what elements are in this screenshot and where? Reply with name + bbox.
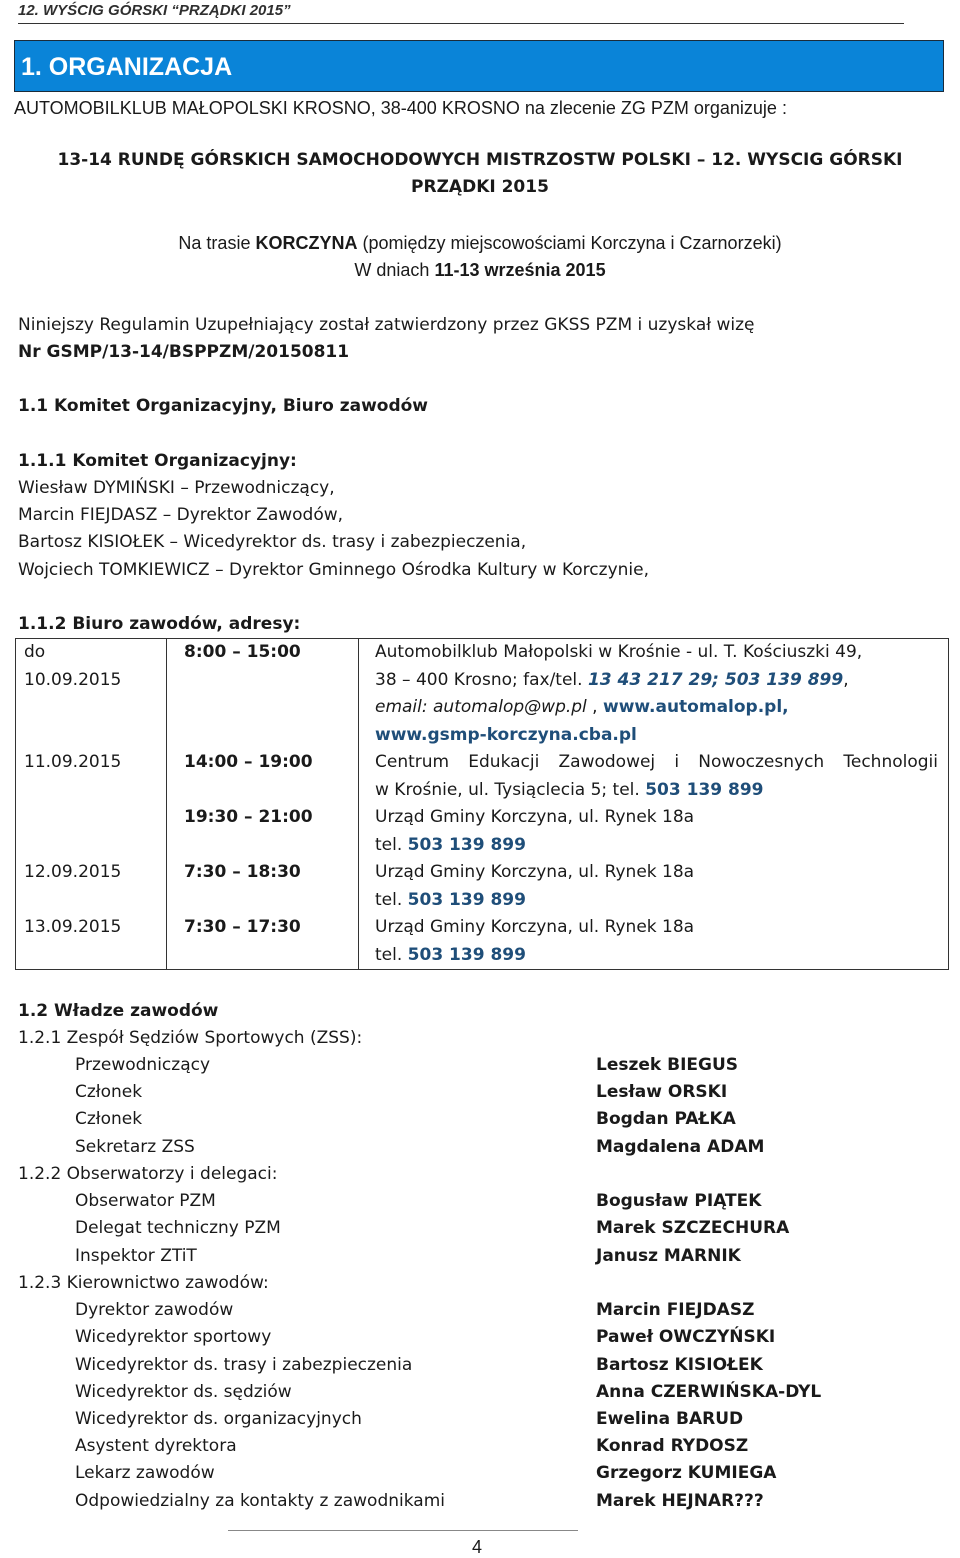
office-address: Automobilklub Małopolski w Krośnie - ul. T. Kościuszki 49, bbox=[375, 642, 863, 662]
office-phone: 503 139 899 bbox=[407, 889, 526, 910]
office-contact bbox=[375, 667, 938, 695]
person-name: Grzegorz KUMIEGA bbox=[596, 1463, 777, 1483]
committee-member: Wiesław DYMIŃSKI – Przewodniczący, bbox=[18, 478, 335, 498]
role-label: Obserwator PZM bbox=[75, 1191, 216, 1211]
office-contact bbox=[375, 777, 938, 805]
office-date-cell bbox=[16, 639, 167, 750]
visa-number: Nr GSMP/13-14/BSPPZM/20150811 bbox=[18, 342, 350, 362]
office-date-cell bbox=[16, 859, 167, 914]
dates-prefix: W dniach bbox=[354, 260, 435, 280]
person-name: Anna CZERWIŃSKA-DYL bbox=[596, 1382, 822, 1402]
office-hours-cell bbox=[167, 639, 359, 750]
authorities-heading: 1.2 Władze zawodów bbox=[18, 1001, 219, 1021]
role-label: Wicedyrektor ds. organizacyjnych bbox=[75, 1409, 362, 1429]
office-heading: 1.1.2 Biuro zawodów, adresy: bbox=[18, 614, 301, 634]
office-hours-cell bbox=[167, 749, 359, 859]
office-phone: 13 43 217 29; 503 139 899 bbox=[587, 669, 844, 690]
role-label: Inspektor ZTiT bbox=[75, 1246, 197, 1266]
office-contact bbox=[375, 887, 938, 915]
office-address: Urząd Gminy Korczyna, ul. Rynek 18a bbox=[375, 917, 695, 937]
person-name: Konrad RYDOSZ bbox=[596, 1436, 749, 1456]
committee-member: Bartosz KISIOŁEK – Wicedyrektor ds. trasy i zabezpieczenia, bbox=[18, 532, 527, 552]
office-hours: 7:30 – 18:30 bbox=[184, 862, 301, 882]
page-number: 4 bbox=[472, 1537, 483, 1557]
role-label: Dyrektor zawodów bbox=[75, 1300, 234, 1320]
person-name: Bartosz KISIOŁEK bbox=[596, 1355, 763, 1375]
observers-heading: 1.2.2 Obserwatorzy i delegaci: bbox=[18, 1164, 278, 1184]
event-title-line1: 13-14 RUNDĘ GÓRSKICH SAMOCHODOWYCH MISTRZOSTW POLSKI – 12. WYSCIG GÓRSKI bbox=[57, 150, 903, 170]
dates-value: 11-13 września 2015 bbox=[434, 260, 606, 280]
running-header: 12. WYŚCIG GÓRSKI “PRZĄDKI 2015” bbox=[18, 2, 291, 19]
office-address-cell bbox=[359, 639, 949, 750]
office-phone: 503 139 899 bbox=[407, 834, 526, 855]
event-title-line2: PRZĄDKI 2015 bbox=[411, 177, 549, 197]
office-date: do bbox=[24, 642, 46, 662]
person-name: Paweł OWCZYŃSKI bbox=[596, 1327, 776, 1347]
office-contact bbox=[375, 832, 938, 860]
person-name: Ewelina BARUD bbox=[596, 1409, 744, 1429]
dates-line bbox=[0, 260, 960, 281]
office-hours: 14:00 – 19:00 bbox=[184, 752, 313, 772]
office-phone: 503 139 899 bbox=[407, 944, 526, 965]
office-address: tel. bbox=[375, 834, 408, 855]
table-row bbox=[16, 859, 949, 914]
office-date-cell bbox=[16, 914, 167, 970]
table-row bbox=[16, 639, 949, 750]
person-name: Marcin FIEJDASZ bbox=[596, 1300, 755, 1320]
office-address: Centrum Edukacji Zawodowej i Nowoczesnych Technologii bbox=[375, 752, 938, 772]
office-email[interactable]: email: automalop@wp.pl bbox=[375, 697, 587, 717]
section-banner: 1. ORGANIZACJA bbox=[14, 40, 944, 92]
office-hours-cell bbox=[167, 914, 359, 970]
office-table bbox=[15, 638, 949, 970]
person-name: Lesław ORSKI bbox=[596, 1082, 728, 1102]
office-phone: 503 139 899 bbox=[645, 779, 764, 800]
person-name: Magdalena ADAM bbox=[596, 1137, 765, 1157]
role-label: Asystent dyrektora bbox=[75, 1436, 237, 1456]
office-hours: 8:00 – 15:00 bbox=[184, 642, 301, 662]
committee-member: Marcin FIEJDASZ – Dyrektor Zawodów, bbox=[18, 505, 344, 525]
office-date: 11.09.2015 bbox=[24, 752, 122, 772]
judges-heading: 1.2.1 Zespół Sędziów Sportowych (ZSS): bbox=[18, 1028, 363, 1048]
header-rule bbox=[18, 23, 904, 24]
office-date: 10.09.2015 bbox=[24, 669, 122, 690]
person-name: Bogusław PIĄTEK bbox=[596, 1191, 762, 1211]
office-contact bbox=[375, 942, 938, 970]
office-address-cell bbox=[359, 859, 949, 914]
office-address: w Krośnie, ul. Tysiąclecia 5; tel. bbox=[375, 779, 646, 800]
role-label: Odpowiedzialny za kontakty z zawodnikami bbox=[75, 1491, 445, 1511]
person-name: Marek HEJNAR??? bbox=[596, 1491, 764, 1511]
role-label: Wicedyrektor ds. trasy i zabezpieczenia bbox=[75, 1355, 413, 1375]
role-label: Sekretarz ZSS bbox=[75, 1137, 195, 1157]
route-line bbox=[0, 233, 960, 254]
role-label: Członek bbox=[75, 1109, 143, 1129]
role-label: Przewodniczący bbox=[75, 1055, 211, 1075]
office-address: tel. bbox=[375, 889, 408, 910]
person-name: Leszek BIEGUS bbox=[596, 1055, 739, 1075]
role-label: Wicedyrektor ds. sędziów bbox=[75, 1382, 292, 1402]
person-name: Bogdan PAŁKA bbox=[596, 1109, 736, 1129]
role-label: Członek bbox=[75, 1082, 143, 1102]
punctuation: , bbox=[843, 669, 849, 690]
office-date: 13.09.2015 bbox=[24, 917, 122, 937]
role-label: Lekarz zawodów bbox=[75, 1463, 215, 1483]
committee-subheading: 1.1.1 Komitet Organizacyjny: bbox=[18, 451, 297, 471]
office-address: 38 – 400 Krosno; fax/tel. bbox=[375, 669, 588, 690]
route-prefix: Na trasie bbox=[178, 233, 256, 253]
office-links bbox=[375, 694, 938, 722]
office-address: Urząd Gminy Korczyna, ul. Rynek 18a bbox=[375, 807, 695, 827]
office-hours: 7:30 – 17:30 bbox=[184, 917, 301, 937]
regulation-line: Niniejszy Regulamin Uzupełniający został zatwierdzony przez GKSS PZM i uzyskał wizę bbox=[18, 315, 755, 335]
role-label: Wicedyrektor sportowy bbox=[75, 1327, 272, 1347]
office-date: 12.09.2015 bbox=[24, 862, 122, 882]
route-location: KORCZYNA bbox=[255, 233, 358, 253]
table-row bbox=[16, 914, 949, 970]
organizer-line: AUTOMOBILKLUB MAŁOPOLSKI KROSNO, 38-400 KROSNO na zlecenie ZG PZM organizuje : bbox=[14, 98, 787, 118]
office-website-link[interactable]: www.automalop.pl, bbox=[603, 697, 789, 717]
office-address-cell bbox=[359, 749, 949, 859]
office-hours-cell bbox=[167, 859, 359, 914]
role-label: Delegat techniczny PZM bbox=[75, 1218, 281, 1238]
committee-member: Wojciech TOMKIEWICZ – Dyrektor Gminnego Ośrodka Kultury w Korczynie, bbox=[18, 560, 649, 580]
person-name: Janusz MARNIK bbox=[596, 1246, 741, 1266]
office-address: Urząd Gminy Korczyna, ul. Rynek 18a bbox=[375, 862, 695, 882]
office-website-link[interactable]: www.gsmp-korczyna.cba.pl bbox=[375, 724, 637, 745]
office-date-cell bbox=[16, 749, 167, 859]
committee-heading: 1.1 Komitet Organizacyjny, Biuro zawodów bbox=[18, 396, 429, 416]
office-address-cell bbox=[359, 914, 949, 970]
footer-rule bbox=[228, 1530, 578, 1531]
management-heading: 1.2.3 Kierownictwo zawodów: bbox=[18, 1273, 269, 1293]
office-address: tel. bbox=[375, 944, 408, 965]
separator: , bbox=[586, 697, 603, 717]
office-hours: 19:30 – 21:00 bbox=[184, 807, 313, 827]
table-row bbox=[16, 749, 949, 859]
person-name: Marek SZCZECHURA bbox=[596, 1218, 790, 1238]
route-suffix: (pomiędzy miejscowościami Korczyna i Czarnorzeki) bbox=[357, 233, 782, 253]
